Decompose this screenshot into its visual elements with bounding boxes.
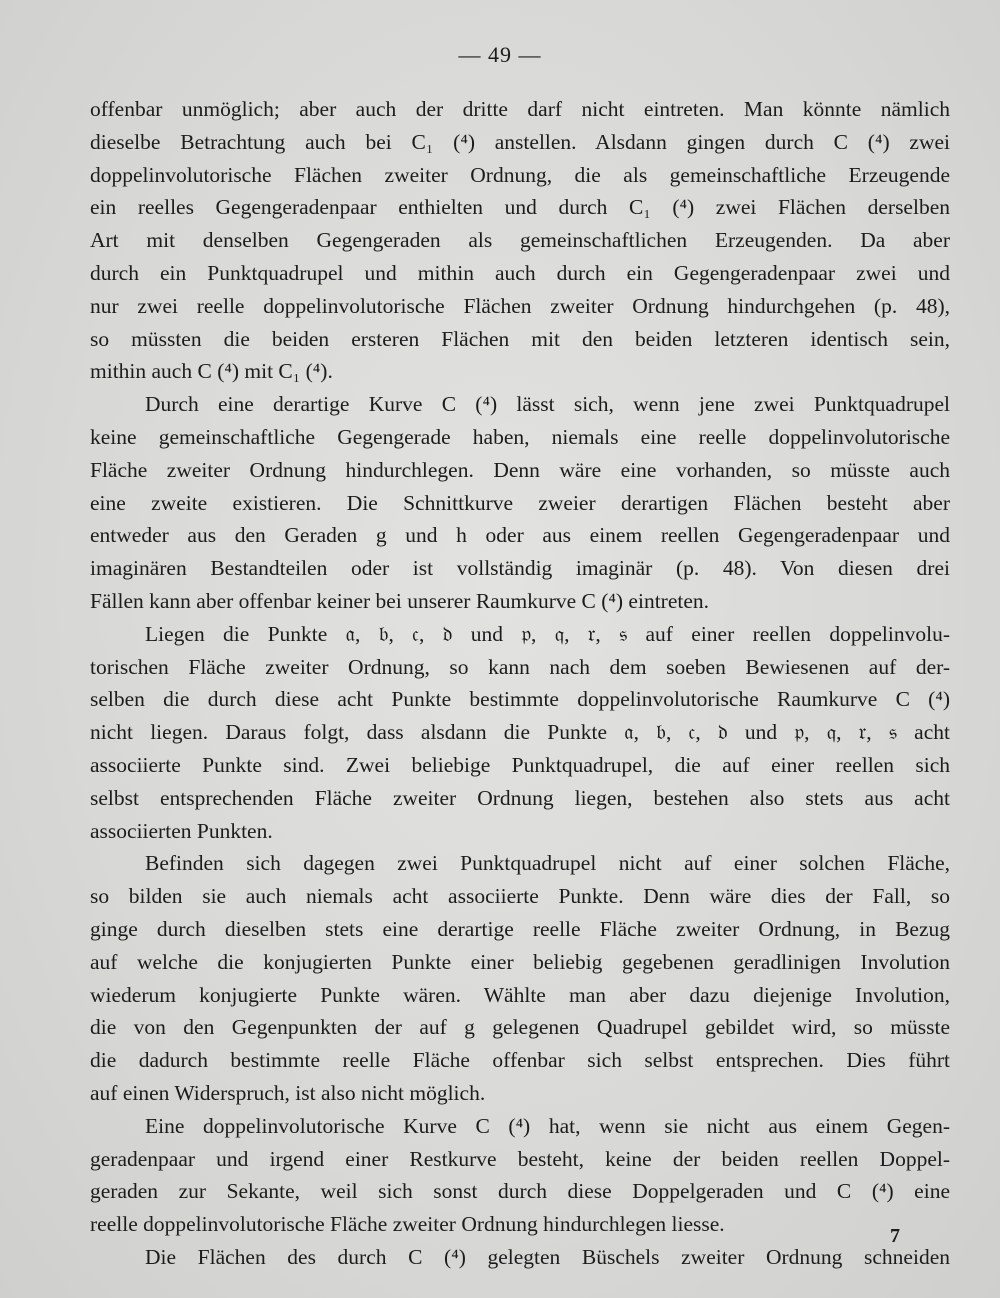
text-line: ein reelles Gegengeradenpaar enthielten und durch C₁ (⁴) zwei Flächen derselben [90,195,950,220]
text-line: keine gemeinschaftliche Gegengerade haben, niemals eine reelle doppelinvolutorische [90,424,950,449]
text-line: Eine doppelinvolutorische Kurve C (⁴) hat, wenn sie nicht aus einem Gegen- [145,1113,950,1138]
text-line: Durch eine derartige Kurve C (⁴) lässt sich, wenn jene zwei Punktquadrupel [145,392,950,417]
text-line: dieselbe Betrachtung auch bei C₁ (⁴) anstellen. Alsdann gingen durch C (⁴) zwei [90,129,950,154]
text-line: offenbar unmöglich; aber auch der dritte darf nicht eintreten. Man könnte nämlich [90,97,950,121]
text-line: doppelinvolutorische Flächen zweiter Ordnung, die als gemeinschaftliche Erzeugende [90,162,950,187]
signature-mark: 7 [890,1225,900,1247]
text-line: die dadurch bestimmte reelle Fläche offenbar sich selbst entsprechen. Dies führt [90,1048,950,1073]
text-line: wiederum konjugierte Punkte wären. Wählte man aber dazu diejenige Involution, [90,982,950,1007]
body-text [90,93,950,1274]
text-line: Befinden sich dagegen zwei Punktquadrupel nicht auf einer solchen Fläche, [145,851,950,876]
text-line: Fläche zweiter Ordnung hindurchlegen. Denn wäre eine vorhanden, so müsste auch [90,457,950,482]
text-line: ginge durch dieselben stets eine derartige reelle Fläche zweiter Ordnung, in Bezug [90,916,950,941]
page-number: — 49 — [458,42,542,67]
text-line: eine zweite existieren. Die Schnittkurve zweier derartigen Flächen besteht aber [90,490,950,515]
text-line: selbst entsprechenden Fläche zweiter Ordnung liegen, bestehen also stets aus acht [90,785,950,810]
text-line: selben die durch diese acht Punkte bestimmte doppelinvolutorische Raumkurve C (⁴) [90,687,950,712]
text-line: associierten Punkten. [90,818,273,843]
text-line: auf einen Widerspruch, ist also nicht möglich. [90,1080,486,1105]
text-line: associierte Punkte sind. Zwei beliebige Punktquadrupel, die auf einer reellen sich [90,752,950,777]
text-line: torischen Fläche zweiter Ordnung, so kann nach dem soeben Bewiesenen auf der- [90,654,950,679]
text-line: durch ein Punktquadrupel und mithin auch durch ein Gegengeradenpaar zwei und [90,260,950,285]
text-line: reelle doppelinvolutorische Fläche zweiter Ordnung hindurchlegen liesse. [90,1212,725,1237]
text-line: Liegen die Punkte 𝔞, 𝔟, 𝔠, 𝔡 und 𝔭, 𝔮, 𝔯, 𝔰 auf einer reellen doppelinvolu- [145,621,950,646]
text-line: entweder aus den Geraden g und h oder aus einem reellen Gegengeradenpaar und [90,523,950,548]
text-line: Die Flächen des durch C (⁴) gelegten Büschels zweiter Ordnung schneiden [145,1244,950,1269]
text-line: geradenpaar und irgend einer Restkurve besteht, keine der beiden reellen Doppel- [90,1146,950,1171]
text-line: Fällen kann aber offenbar keiner bei unserer Raumkurve C (⁴) eintreten. [90,588,710,613]
text-line: nicht liegen. Daraus folgt, dass alsdann die Punkte 𝔞, 𝔟, 𝔠, 𝔡 und 𝔭, 𝔮, 𝔯, 𝔰 acht [90,720,950,745]
text-line: geraden zur Sekante, weil sich sonst durch diese Doppelgeraden und C (⁴) eine [90,1179,950,1204]
text-line: nur zwei reelle doppelinvolutorische Flächen zweiter Ordnung hindurchgehen (p. 48), [90,293,950,318]
text-line: so bilden sie auch niemals acht associierte Punkte. Denn wäre dies der Fall, so [90,884,950,909]
text-line: die von den Gegenpunkten der auf g gelegenen Quadrupel gebildet wird, so müsste [90,1015,950,1040]
text-line: mithin auch C (⁴) mit C₁ (⁴). [90,359,333,384]
text-line: auf welche die konjugierten Punkte einer beliebig gegebenen geradlinigen Involution [90,949,950,974]
text-line: so müssten die beiden ersteren Flächen mit den beiden letzteren identisch sein, [90,326,950,351]
text-line: Art mit denselben Gegengeraden als gemeinschaftlichen Erzeugenden. Da aber [90,228,950,253]
text-line: imaginären Bestandteilen oder ist vollständig imaginär (p. 48). Von diesen drei [90,556,950,581]
